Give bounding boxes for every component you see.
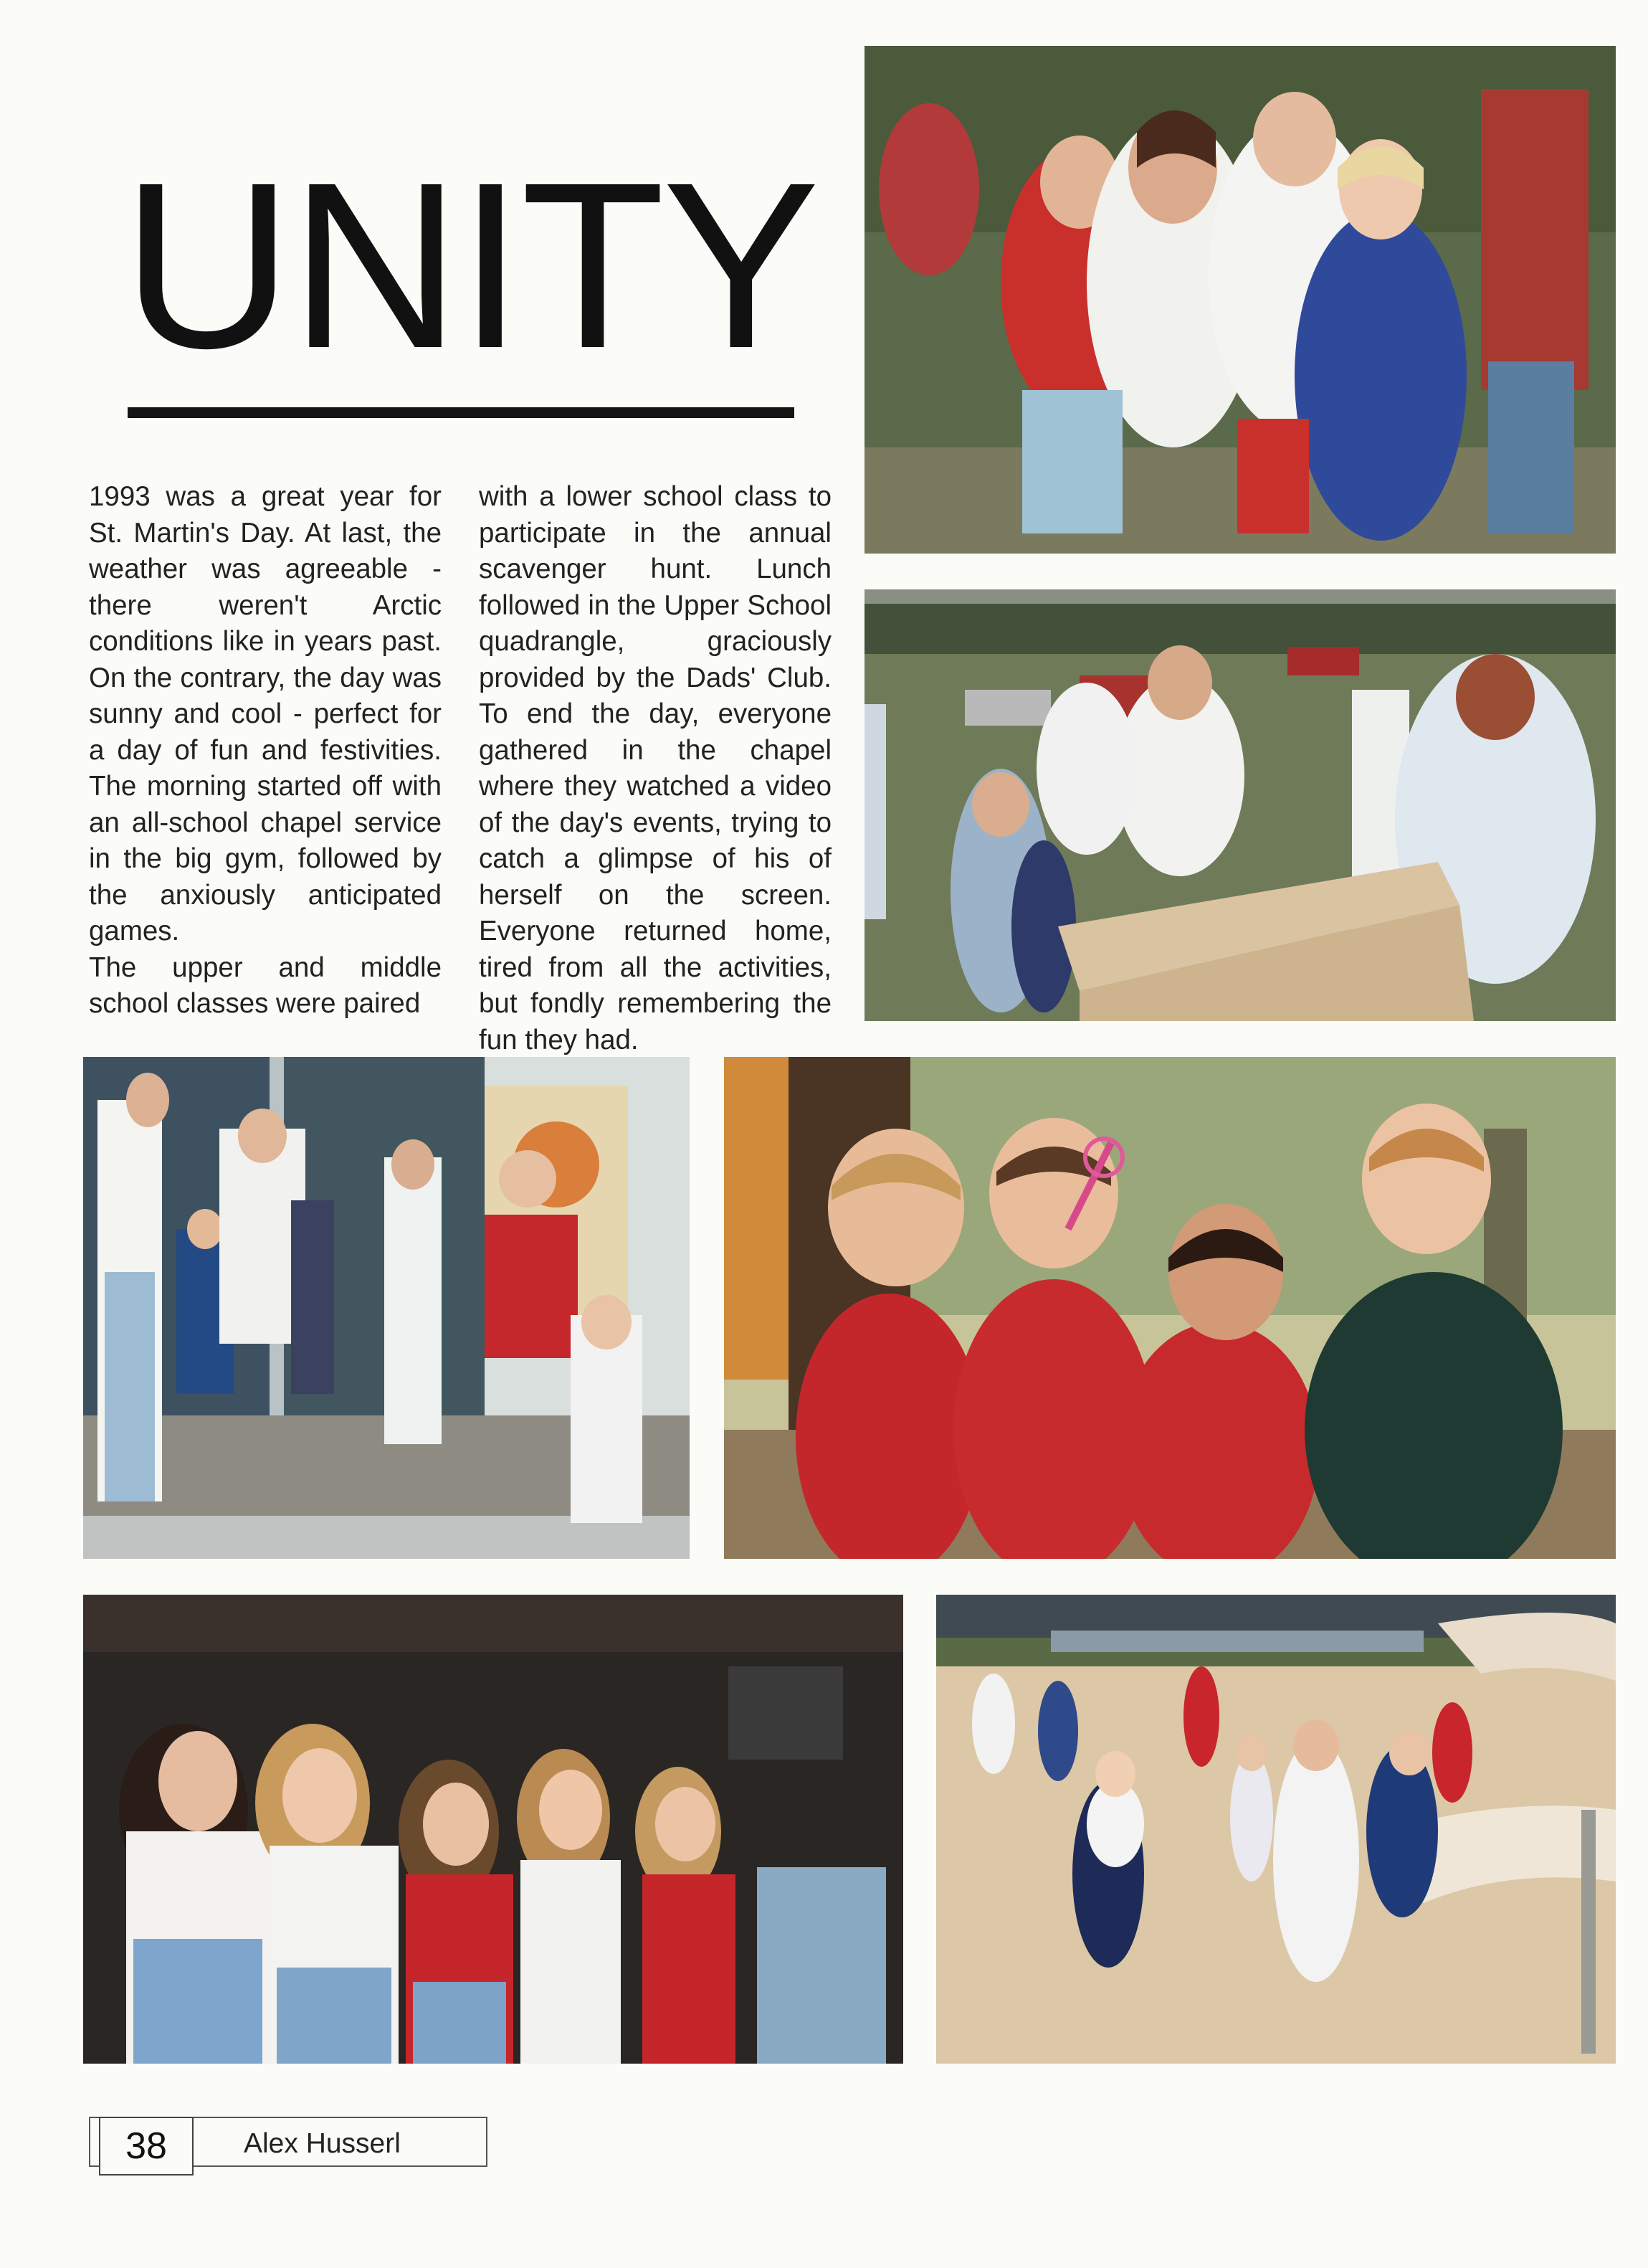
photo-playground [936, 1595, 1616, 2064]
article-column-1 [89, 479, 442, 1023]
photo-playground-image [936, 1595, 1616, 2064]
photo-kids-blowing-bubbles-image [724, 1057, 1616, 1559]
photo-group-by-building-image [83, 1057, 690, 1559]
article-paragraph: 1993 was a great year for St. Martin's Day. At last, the weather was agreeable - there weren't Arctic conditions like in years past. On the contrary, the day was sunny and cool - perfect for a day of fun and festivities. The morning started off with an all-school chapel service in the big gym, followed by the anxiously anticipated games. [89, 481, 442, 946]
photo-chapel-clapping [83, 1595, 903, 2064]
photo-students-hugging [865, 46, 1616, 554]
photo-chapel-clapping-image [83, 1595, 903, 2064]
photographer-credit: Alex Husserl [244, 2128, 401, 2159]
photo-kids-blowing-bubbles [724, 1057, 1616, 1559]
page-title: UNITY [122, 133, 817, 397]
article-paragraph: with a lower school class to participate in the annual scavenger hunt. Lunch followed in the Upper School quadrangle, graciously provided by the Dads' Club. To end the day, everyone gathered in the chapel where they watched a video of the day's events, trying to catch a glimpse of his of herself on the screen. Everyone returned home, tired from all the activities, but fondly remembering the fun they had. [479, 481, 832, 1055]
photo-lunch-table [865, 589, 1616, 1021]
photo-group-by-building [83, 1057, 690, 1559]
title-rule [128, 407, 794, 418]
article-column-2 [479, 479, 832, 1058]
article-paragraph: The upper and middle school classes were paired [89, 952, 442, 1019]
photo-lunch-table-image [865, 589, 1616, 1021]
page-number: 38 [125, 2125, 167, 2167]
photo-students-hugging-image [865, 46, 1616, 554]
